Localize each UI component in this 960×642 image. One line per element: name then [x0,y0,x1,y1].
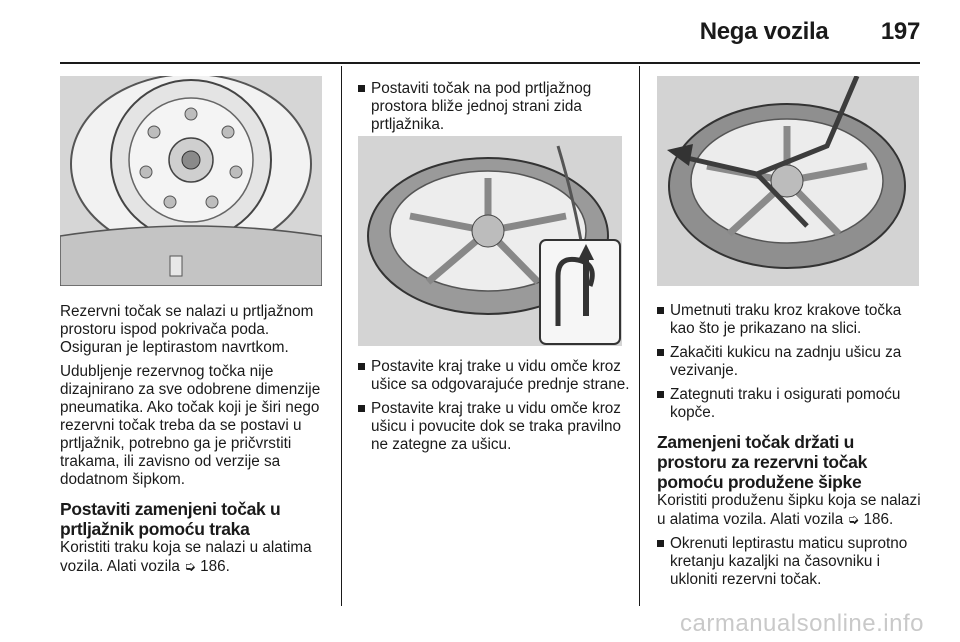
bullet-insert-strap: Umetnuti traku kroz krakove točka kao što je prikazano na slici. [657,302,925,338]
page-ref-link[interactable]: 186. [863,511,894,528]
heading-straps: Postaviti zamenjeni točak u prtljažnik pomoću traka [60,499,281,539]
column-divider-1 [341,66,342,606]
page-header [700,18,920,46]
column-1 [60,303,328,582]
bullet-tighten-buckle: Zategnuti traku i osigurati pomoću kopče. [657,386,925,422]
bullet-hook: Zakačiti kukicu na zadnju ušicu za vezivanje. [657,344,925,380]
paragraph-use-strap: Koristiti traku koja se nalazi u alatima vozila. Alati vozila ➭ 186. [60,539,312,575]
bullet-place-wheel: Postaviti točak na pod prtljažnog prostora bliže jednoj strani zida prtljažnika. [358,80,628,134]
column-2-bottom [358,358,630,460]
column-2-top [358,80,628,140]
bullet-loop-tighten: Postavite kraj trake u vidu omče kroz ušicu i povucite dok se traka pravilno ne zategne za ušicu. [358,400,630,454]
arrow-reference-icon: ➭ [184,558,196,574]
page-title: Nega vozila [699,18,829,45]
column-divider-2 [639,66,640,606]
header-rule [60,62,920,64]
column-3 [657,302,925,595]
bullet-loop-front: Postavite kraj trake u vidu omče kroz ušice sa odgovarajuće prednje strane. [358,358,630,394]
arrow-reference-icon: ➭ [847,511,860,527]
strap-through-spokes-figure [657,76,919,286]
bullet-remove-wheel: Okrenuti leptirastu maticu suprotno kretanju kazaljki na časovniku i ukloniti rezervni točak. [657,535,925,589]
paragraph-use-rod: Koristiti produženu šipku koja se nalazi u alatima vozila. Alati vozila ➭ 186. [657,492,921,528]
heading-extension-rod: Zamenjeni točak držati u prostoru za rezervni točak pomoću produžene šipke [657,432,868,492]
paragraph-location: Rezervni točak se nalazi u prtljažnom prostoru ispod pokrivača poda. Osiguran je leptirastom navrtkom. [60,303,314,356]
spare-wheel-well-figure [60,76,322,286]
page-ref-link[interactable]: 186. [200,558,230,575]
watermark: carmanualsonline.info [680,610,924,637]
paragraph-recess: Udubljenje rezervnog točka nije dizajnirano za sve odobrene dimenzije pneumatika. Ako točak koji je širi nego rezervni točak treba da se postavi u prtljažnik, potrebno ga je pričvrstiti trakama, ili zavisno od verzije sa dodatnom šipkom. [60,363,321,488]
page-number: 197 [880,18,920,45]
strap-loop-figure [358,136,622,346]
